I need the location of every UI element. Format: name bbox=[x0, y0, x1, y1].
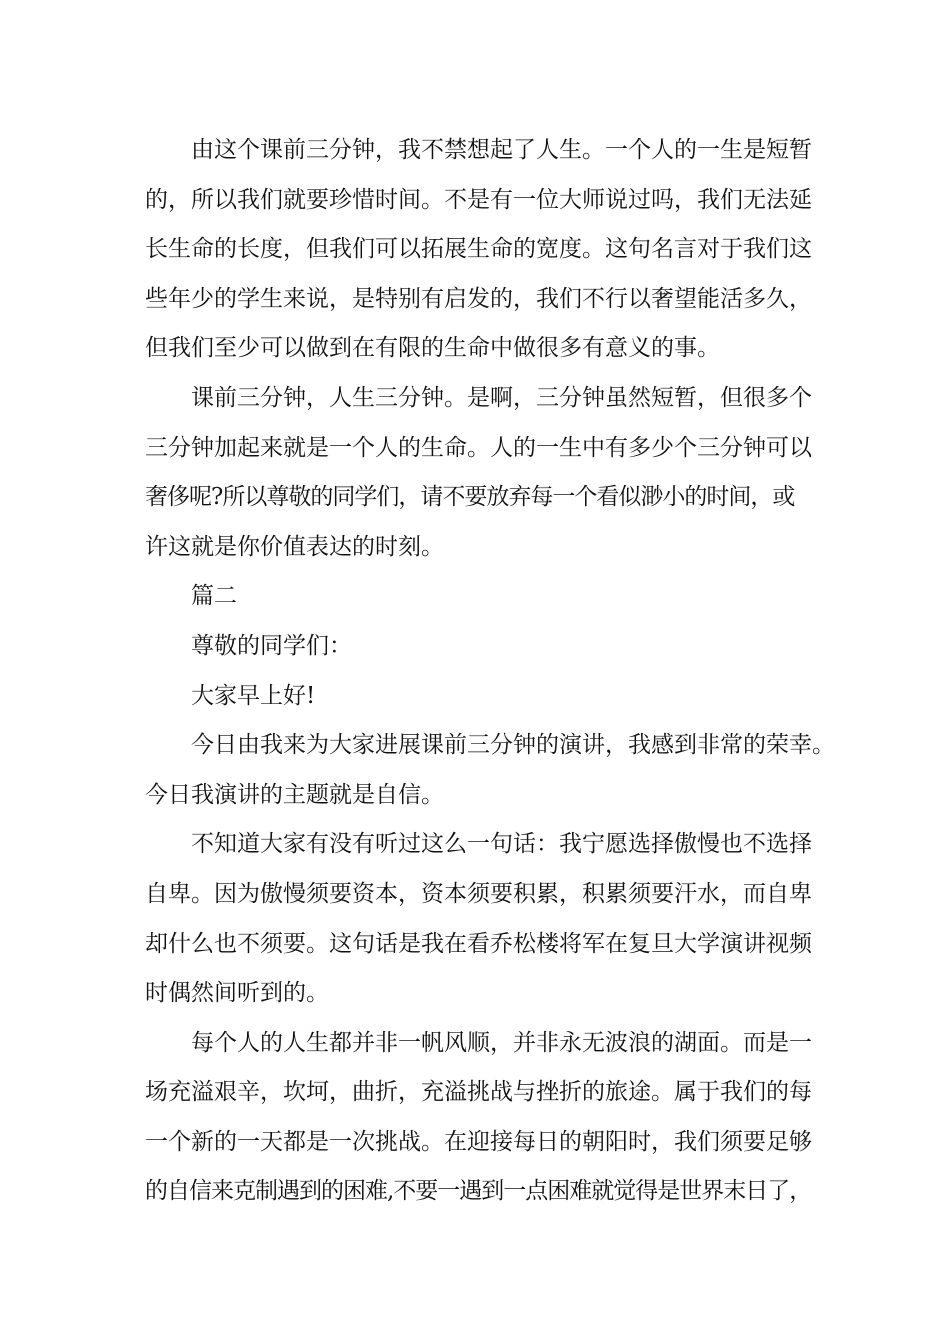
text-line: 许这就是你价值表达的时刻。 bbox=[145, 533, 444, 560]
text-line: 奢侈呢?所以尊敬的同学们，请不要放弃每一个看似渺小的时间，或 bbox=[145, 484, 795, 511]
text-line: 自卑。因为傲慢须要资本，资本须要积累，积累须要汗水，而自卑 bbox=[145, 880, 812, 907]
text-line: 长生命的长度，但我们可以拓展生命的宽度。这句名言对于我们这 bbox=[145, 236, 812, 263]
text-line: 的自信来克制遇到的困难,不要一遇到一点困难就觉得是世界末日了， bbox=[145, 1178, 812, 1205]
text-line: 不知道大家有没有听过这么一句话：我宁愿选择傲慢也不选择 bbox=[191, 831, 812, 858]
text-line: 今日由我来为大家进展课前三分钟的演讲，我感到非常的荣幸。 bbox=[191, 732, 835, 759]
text-line: 一个新的一天都是一次挑战。在迎接每日的朝阳时，我们须要足够 bbox=[145, 1128, 812, 1155]
text-line: 时偶然间听到的。 bbox=[145, 980, 329, 1007]
text-line: 场充溢艰辛，坎坷，曲折，充溢挑战与挫折的旅途。属于我们的每 bbox=[145, 1079, 812, 1106]
text-line: 每个人的人生都并非一帆风顺，并非永无波浪的湖面。而是一 bbox=[191, 1029, 812, 1056]
greeting: 大家早上好! bbox=[191, 682, 316, 709]
document-body bbox=[145, 126, 835, 1217]
section-heading: 篇二 bbox=[191, 583, 237, 610]
text-line: 三分钟加起来就是一个人的生命。人的一生中有多少个三分钟可以 bbox=[145, 434, 812, 461]
text-line: 些年少的学生来说，是特别有启发的，我们不行以奢望能活多久， bbox=[145, 285, 812, 312]
text-line: 却什么也不须要。这句话是我在看乔松楼将军在复旦大学演讲视频 bbox=[145, 930, 812, 957]
text-line: 的，所以我们就要珍惜时间。不是有一位大师说过吗，我们无法延 bbox=[145, 186, 812, 213]
text-line: 课前三分钟，人生三分钟。是啊，三分钟虽然短暂，但很多个 bbox=[191, 384, 812, 411]
text-line: 但我们至少可以做到在有限的生命中做很多有意义的事。 bbox=[145, 335, 720, 362]
text-line: 今日我演讲的主题就是自信。 bbox=[145, 781, 444, 808]
text-line: 由这个课前三分钟，我不禁想起了人生。一个人的一生是短暂 bbox=[191, 137, 812, 163]
salutation: 尊敬的同学们： bbox=[191, 632, 352, 659]
